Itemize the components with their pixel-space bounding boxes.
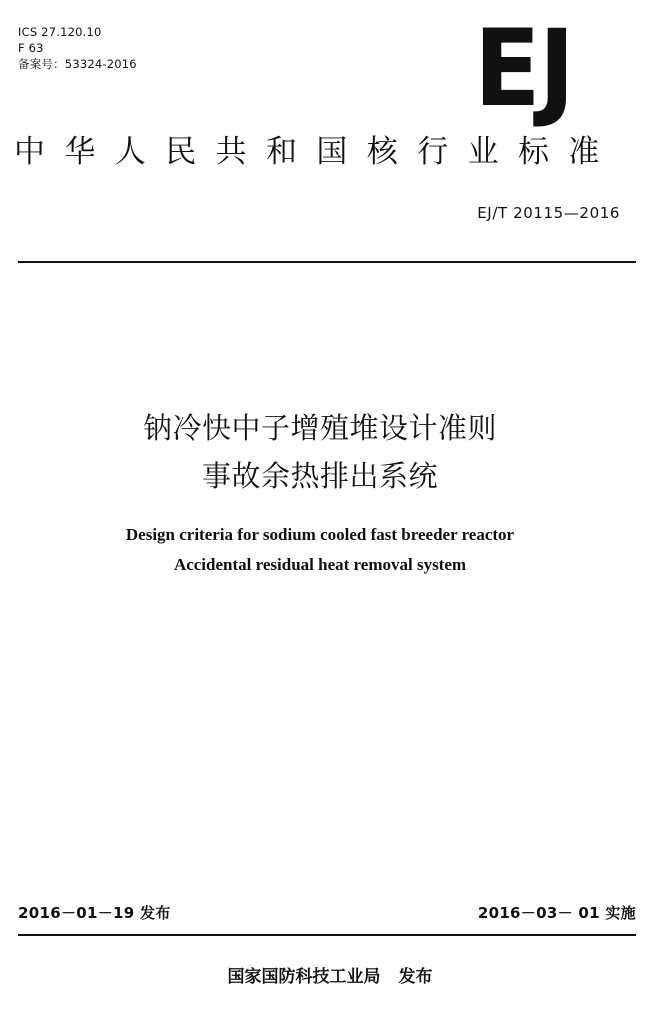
publish-date: 2016－01－19 发布 [18,904,171,922]
top-divider [18,261,636,263]
issuer-line [0,962,660,987]
bottom-divider [18,934,636,936]
chinese-title-line-1: 钠冷快中子增殖堆设计准则 [142,411,497,445]
issuer-action: 发布 [398,967,433,987]
chinese-title [0,404,640,500]
chinese-title-line-2: 事故余热排出系统 [201,459,438,493]
record-number: 备案号：53324-2016 [18,57,137,71]
ics-code: ICS 27.120.10 [18,25,102,39]
english-title-line-2: Accidental residual heat removal system [173,555,467,574]
class-code: F 63 [18,41,44,55]
english-title [0,520,640,580]
classification-block [18,24,137,72]
ej-logo: EJ [474,7,574,130]
implement-date: 2016－03－ 01 实施 [477,904,636,922]
english-title-line-1: Design criteria for sodium cooled fast breeder reactor [125,525,515,544]
standard-category-title: 中华人民共和国核行业标准 [14,134,619,170]
issuer-name: 国家国防科技工业局 [227,967,381,987]
standard-number: EJ/T 20115—2016 [477,204,620,222]
